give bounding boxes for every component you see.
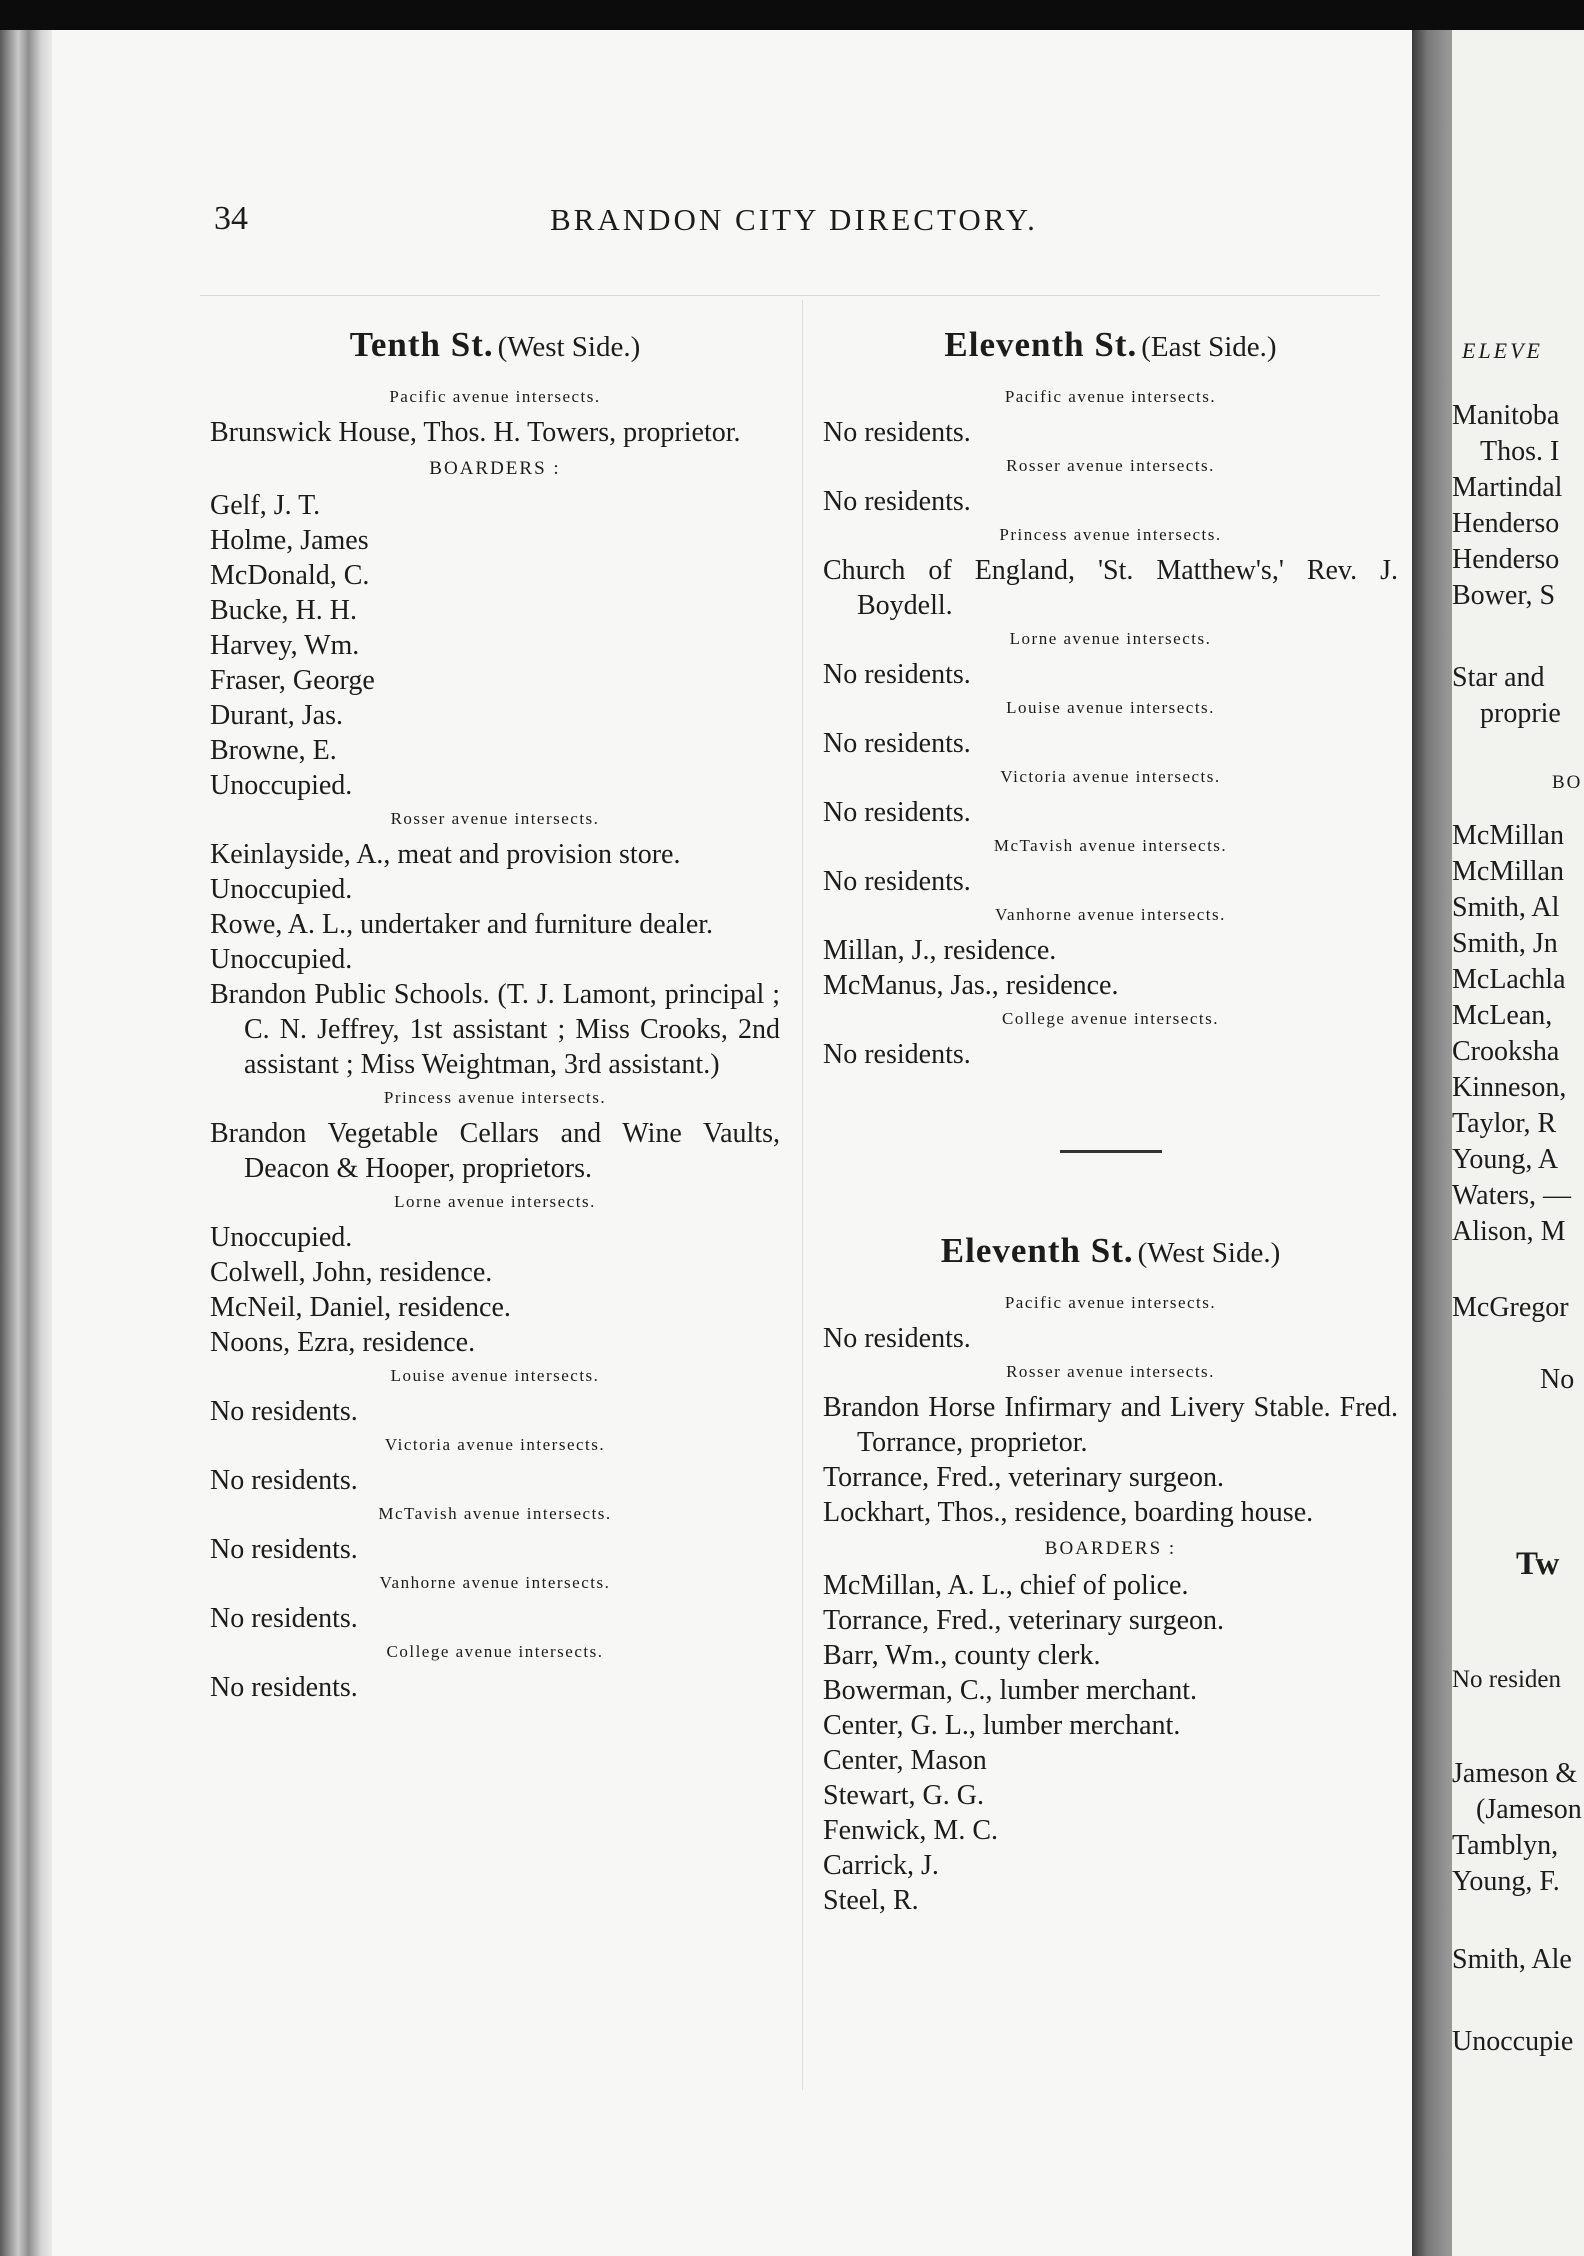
intersect-label: College avenue intersects. xyxy=(386,1642,604,1661)
intersect-label: Victoria avenue intersects. xyxy=(1000,767,1221,786)
list-item: Young, F. xyxy=(1452,1866,1560,1897)
next-page-edge xyxy=(1452,30,1584,2256)
intersect-label: Rosser avenue intersects. xyxy=(1006,456,1215,475)
list-item: No residents. xyxy=(210,1672,358,1703)
list-item: Harvey, Wm. xyxy=(210,630,360,661)
list-item: Holme, James xyxy=(210,525,369,556)
next-page-street-heading: Tw xyxy=(1516,1546,1560,1582)
list-item: Unoccupied. xyxy=(210,944,353,975)
book-spine-edge xyxy=(0,30,52,2256)
intersect-label: Vanhorne avenue intersects. xyxy=(379,1573,611,1592)
list-item: Torrance, Fred., veterinary surgeon. xyxy=(823,1462,1225,1493)
list-item: Keinlayside, A., meat and provision store. xyxy=(210,839,681,870)
list-item: Unoccupied. xyxy=(210,770,353,801)
left-column xyxy=(210,325,780,1705)
list-item: McLean, xyxy=(1452,1000,1553,1031)
list-item: Brandon Horse Infirmary and Livery Stable. Fred. Torrance, proprietor. xyxy=(823,1392,1398,1458)
list-item: No residents. xyxy=(210,1534,358,1565)
header-rule xyxy=(200,295,1380,296)
list-item: No residents. xyxy=(823,659,971,690)
intersect-label: Victoria avenue intersects. xyxy=(384,1435,606,1454)
list-item: Thos. I xyxy=(1480,436,1560,467)
street-heading-eleventh-west: Eleventh St. (West Side.) xyxy=(940,1231,1281,1270)
list-item: Smith, Ale xyxy=(1452,1944,1572,1975)
list-item: Fraser, George xyxy=(210,665,375,696)
list-item: No xyxy=(1540,1364,1575,1395)
intersect-label: McTavish avenue intersects. xyxy=(993,836,1228,855)
intersect-label: Pacific avenue intersects. xyxy=(389,387,601,406)
running-title: BRANDON CITY DIRECTORY. xyxy=(550,202,1038,237)
street-heading-tenth-west: Tenth St. (West Side.) xyxy=(349,325,641,364)
list-item: Martindal xyxy=(1452,472,1563,503)
list-item: McGregor xyxy=(1452,1292,1569,1323)
list-item: No residents. xyxy=(210,1396,358,1427)
intersect-label: Louise avenue intersects. xyxy=(390,1366,600,1385)
list-item: McLachla xyxy=(1452,964,1566,995)
list-item: Unoccupie xyxy=(1452,2026,1574,2057)
intersect-label: Louise avenue intersects. xyxy=(1006,698,1215,717)
list-item: Rowe, A. L., undertaker and furniture dealer. xyxy=(210,909,714,940)
list-item: Taylor, R xyxy=(1452,1108,1557,1139)
list-item: Brandon Public Schools. (T. J. Lamont, principal ; C. N. Jeffrey, 1st assistant ; Miss Crooks, 2nd assistant ; Miss Weightman, 3rd assistant.) xyxy=(210,979,780,1080)
list-item: Unoccupied. xyxy=(210,874,353,905)
list-item: Colwell, John, residence. xyxy=(210,1257,493,1288)
list-item: Millan, J., residence. xyxy=(823,935,1057,966)
list-item: Young, A xyxy=(1452,1144,1559,1175)
list-item: Kinneson, xyxy=(1452,1072,1567,1103)
list-item: Jameson & xyxy=(1452,1758,1578,1789)
list-item: McMillan, A. L., chief of police. xyxy=(823,1570,1189,1601)
boarders-label: BOARDERS : xyxy=(1044,1538,1177,1559)
list-item: No residents. xyxy=(823,1039,971,1070)
top-shadow-band xyxy=(0,0,1584,30)
list-item: No residents. xyxy=(823,417,971,448)
list-item: Stewart, G. G. xyxy=(823,1780,984,1811)
list-item: Waters, — xyxy=(1452,1180,1572,1211)
list-item: Star and xyxy=(1452,662,1545,693)
list-item: No residents. xyxy=(823,486,971,517)
list-item: No residents. xyxy=(823,1323,971,1354)
street-heading-eleventh-east: Eleventh St. (East Side.) xyxy=(944,325,1277,364)
intersect-label: McTavish avenue intersects. xyxy=(378,1504,612,1523)
list-item: Church of England, 'St. Matthew's,' Rev. J. Boydell. xyxy=(823,555,1398,621)
list-item: Center, Mason xyxy=(823,1745,987,1776)
list-item: Crooksha xyxy=(1452,1036,1560,1067)
list-item: McNeil, Daniel, residence. xyxy=(210,1292,511,1323)
book-gutter xyxy=(1412,30,1452,2256)
list-item: Steel, R. xyxy=(823,1885,919,1916)
list-item: Unoccupied. xyxy=(210,1222,353,1253)
intersect-label: Lorne avenue intersects. xyxy=(394,1192,596,1211)
list-item: Lockhart, Thos., residence, boarding house. xyxy=(823,1497,1314,1528)
list-item: Smith, Jn xyxy=(1452,928,1558,959)
middle-column xyxy=(823,325,1398,1918)
list-item: No residents. xyxy=(823,797,971,828)
list-item: No residents. xyxy=(210,1465,358,1496)
list-item: Henderso xyxy=(1452,508,1560,539)
boarders-label: BO xyxy=(1552,772,1583,793)
list-item: Fenwick, M. C. xyxy=(823,1815,998,1846)
list-item: Brandon Vegetable Cellars and Wine Vaults, Deacon & Hooper, proprietors. xyxy=(210,1118,780,1184)
list-item: McMillan xyxy=(1452,856,1564,887)
list-item: Browne, E. xyxy=(210,735,337,766)
list-item: McManus, Jas., residence. xyxy=(823,970,1119,1001)
list-item: Durant, Jas. xyxy=(210,700,343,731)
section-rule xyxy=(1060,1150,1162,1153)
list-item: Brunswick House, Thos. H. Towers, proprietor. xyxy=(210,417,741,448)
list-item: No residents. xyxy=(823,866,971,897)
intersect-label: Rosser avenue intersects. xyxy=(390,809,600,828)
page-number: 34 xyxy=(214,200,248,237)
intersect-label: Vanhorne avenue intersects. xyxy=(995,905,1226,924)
list-item: Noons, Ezra, residence. xyxy=(210,1327,476,1358)
list-item: McDonald, C. xyxy=(210,560,370,591)
list-item: Manitoba xyxy=(1452,400,1560,431)
list-item: Alison, M xyxy=(1452,1216,1566,1247)
list-item: Center, G. L., lumber merchant. xyxy=(823,1710,1181,1741)
list-item: proprie xyxy=(1480,698,1561,729)
list-item: Torrance, Fred., veterinary surgeon. xyxy=(823,1605,1225,1636)
list-item: McMillan xyxy=(1452,820,1564,851)
intersect-label: Princess avenue intersects. xyxy=(383,1088,607,1107)
intersect-label: Pacific avenue intersects. xyxy=(1004,1293,1217,1312)
list-item: Tamblyn, xyxy=(1452,1830,1559,1861)
list-item: Carrick, J. xyxy=(823,1850,939,1881)
column-divider xyxy=(802,300,803,2090)
list-item: (Jameson xyxy=(1476,1794,1582,1825)
intersect-label: Princess avenue intersects. xyxy=(999,525,1222,544)
intersect-label: Lorne avenue intersects. xyxy=(1009,629,1212,648)
next-page-head: ELEVE xyxy=(1462,338,1543,363)
list-item: Henderso xyxy=(1452,544,1560,575)
list-item: No residents. xyxy=(823,728,971,759)
intersect-label: College avenue intersects. xyxy=(1002,1009,1219,1028)
list-item: No residen xyxy=(1452,1666,1561,1693)
list-item: Bucke, H. H. xyxy=(210,595,357,626)
intersect-label: Rosser avenue intersects. xyxy=(1006,1362,1215,1381)
intersect-label: Pacific avenue intersects. xyxy=(1004,387,1217,406)
list-item: No residents. xyxy=(210,1603,358,1634)
list-item: Smith, Al xyxy=(1452,892,1560,923)
list-item: Bowerman, C., lumber merchant. xyxy=(823,1675,1198,1706)
boarders-label: BOARDERS : xyxy=(429,458,561,479)
list-item: Barr, Wm., county clerk. xyxy=(823,1640,1101,1671)
list-item: Gelf, J. T. xyxy=(210,490,321,521)
list-item: Bower, S xyxy=(1452,580,1556,611)
